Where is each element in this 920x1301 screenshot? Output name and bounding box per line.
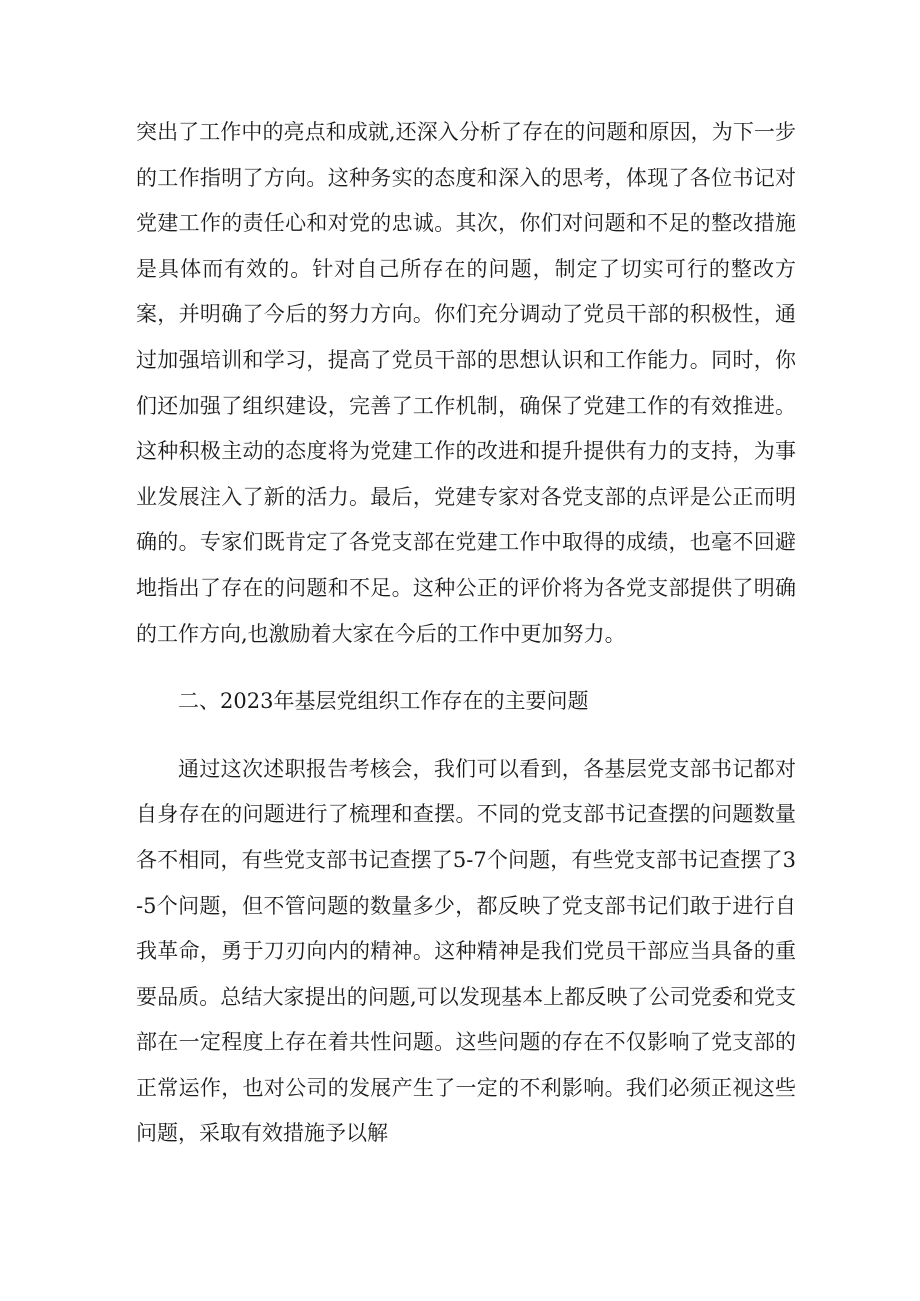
- section-heading: 二、2023年基层党组织工作存在的主要问题: [178, 689, 589, 714]
- document-body: [136, 110, 796, 1157]
- body-paragraph: 突出了工作中的亮点和成就,还深入分析了存在的问题和原因，为下一步的工作指明了方向。这种务实的态度和深入的思考，体现了各位书记对党建工作的责任心和对党的忠诚。其次，你们对问题和不足的整改措施是具体而有效的。针对自己所存在的问题，制定了切实可行的整改方案，并明确了今后的努力方向。你们充分调动了党员干部的积极性，通过加强培训和学习，提高了党员干部的思想认识和工作能力。同时，你们还加强了组织建设，完善了工作机制，确保了党建工作的有效推进。这种积极主动的态度将为党建工作的改进和提升提供有力的支持，为事业发展注入了新的活力。最后，党建专家对各党支部的点评是公正而明确的。专家们既肯定了各党支部在党建工作中取得的成绩，也毫不回避地指出了存在的问题和不足。这种公正的评价将为各党支部提供了明确的工作方向,也激励着大家在今后的工作中更加努力。: [136, 120, 796, 646]
- body-paragraph: 通过这次述职报告考核会，我们可以看到，各基层党支部书记都对自身存在的问题进行了梳理和查摆。不同的党支部书记查摆的问题数量各不相同，有些党支部书记查摆了5-7个问题，有些党支部书记查摆了3-5个问题，但不管问题的数量多少，都反映了党支部书记们敢于进行自我革命，勇于刀刃向内的精神。这种精神是我们党员干部应当具备的重要品质。总结大家提出的问题,可以发现基本上都反映了公司党委和党支部在一定程度上存在着共性问题。这些问题的存在不仅影响了党支部的正常运作，也对公司的发展产生了一定的不利影响。我们必须正视这些问题，采取有效措施予以解: [136, 756, 796, 1146]
